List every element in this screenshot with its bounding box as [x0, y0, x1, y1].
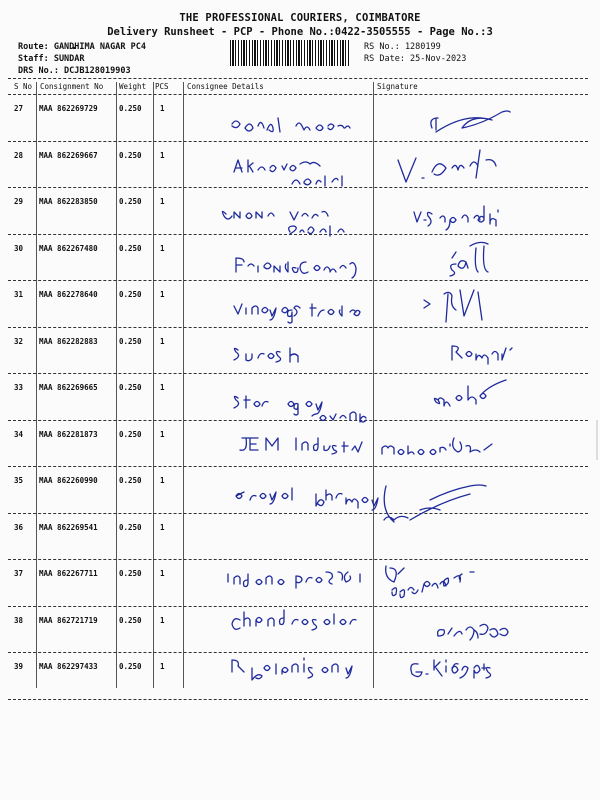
route-label: Route: GANDHIMA NAGAR PC4 [18, 42, 146, 52]
row-consignment-no: MAA 862260990 [39, 476, 98, 485]
row-sno: 33 [14, 383, 24, 392]
row-consignment-no: MAA 862282883 [39, 336, 98, 346]
row-consignment-no: MAA 862281873 [39, 429, 98, 439]
row-pcs: 1 [160, 615, 165, 625]
handwriting-consignee [240, 438, 362, 454]
handwriting-consignee [222, 211, 344, 236]
row-weight: 0.250 [119, 615, 142, 625]
row-pcs: 1 [160, 383, 165, 392]
row-consignment-no: MAA 862283850 [39, 197, 98, 206]
row-consignment-no: MAA 862267711 [39, 569, 98, 578]
row-pcs: 1 [160, 476, 165, 485]
staff-label: Staff: SUNDAR [18, 54, 85, 64]
row-weight: 0.250 [119, 290, 142, 299]
row-consignment-no: MAA 862297433 [39, 662, 98, 671]
row-weight: 0.250 [119, 383, 142, 392]
handwriting-signature [452, 346, 512, 364]
row-sno: 38 [14, 615, 24, 625]
row-sno: 37 [14, 569, 24, 578]
handwriting-consignee [232, 610, 356, 630]
handwriting-consignee [228, 572, 360, 588]
col-pcs-header: PCS [155, 82, 169, 91]
row-sno: 32 [14, 336, 24, 346]
row-weight: 0.250 [119, 476, 142, 485]
handwriting-signature [382, 438, 492, 455]
handwriting-consignee [234, 348, 298, 362]
row-weight: 0.250 [119, 662, 142, 671]
row-weight: 0.250 [119, 336, 142, 346]
row-consignment-no: MAA 862267480 [39, 243, 98, 253]
row-pcs: 1 [160, 522, 165, 532]
runsheet-subtitle: Delivery Runsheet - PCP - Phone No.:0422-3505555 - Page No.:3 [107, 26, 493, 38]
row-pcs: 1 [160, 569, 165, 578]
row-sno: 28 [14, 150, 24, 160]
handwriting-consignee [236, 258, 356, 278]
handwriting-consignee [236, 488, 378, 510]
row-consignment-no: MAA 862721719 [39, 615, 98, 625]
row-consignment-no: MAA 862269667 [39, 150, 98, 160]
company-title: THE PROFESSIONAL COURIERS, COIMBATORE [179, 12, 421, 24]
handwriting-consignee [232, 118, 350, 132]
handwriting-signature [438, 624, 508, 640]
handwriting-signature [386, 566, 474, 598]
handwriting-consignee [234, 304, 360, 323]
row-sno: 36 [14, 522, 24, 532]
col-consignee-header: Consignee Details [187, 82, 264, 91]
row-pcs: 1 [160, 336, 165, 346]
row-consignment-no: MAA 862269729 [39, 104, 98, 113]
col-sno-header: S No [14, 82, 33, 91]
handwriting-signature [424, 290, 482, 322]
handwriting-signature [431, 111, 510, 132]
handwriting-signature [414, 206, 498, 230]
row-consignment-no: MAA 862269541 [39, 522, 98, 532]
row-sno: 27 [14, 104, 24, 113]
row-consignment-no: MAA 862269665 [39, 383, 98, 392]
row-pcs: 1 [160, 104, 165, 113]
row-pcs: 1 [160, 290, 165, 299]
row-weight: 0.250 [119, 569, 142, 578]
col-consignment-header: Consignment No [40, 82, 104, 91]
row-sno: 30 [14, 243, 24, 253]
handwriting-signature [434, 380, 506, 406]
col-weight-header: Weight [119, 82, 147, 91]
row-consignment-no: MAA 862278640 [39, 290, 98, 299]
row-weight: 0.250 [119, 104, 142, 113]
handwriting-signature [384, 485, 486, 522]
row-pcs: 1 [160, 429, 165, 439]
row-weight: 0.250 [119, 150, 142, 160]
handwriting-consignee [232, 658, 352, 680]
handwriting-signature [450, 242, 488, 276]
row-pcs: 1 [160, 150, 165, 160]
handwriting-consignee [234, 396, 366, 422]
rs-date: RS Date: 25-Nov-2023 [364, 54, 467, 64]
row-sno: 31 [14, 290, 24, 299]
row-sno: 35 [14, 476, 24, 485]
row-sno: 34 [14, 429, 24, 439]
row-weight: 0.250 [119, 522, 142, 532]
row-weight: 0.250 [119, 243, 142, 253]
handwriting-signature [398, 150, 496, 182]
row-weight: 0.250 [119, 197, 142, 206]
row-sno: 39 [14, 662, 24, 671]
col-signature-header: Signature [377, 82, 418, 91]
drs-label: DRS No.: DCJB128019903 [18, 66, 131, 76]
handwriting-consignee [234, 160, 342, 186]
row-pcs: 1 [160, 243, 165, 253]
row-weight: 0.250 [119, 429, 142, 439]
handwriting-signature [411, 660, 491, 678]
row-pcs: 1 [160, 662, 165, 671]
row-sno: 29 [14, 197, 24, 206]
rs-number: RS No.: 1280199 [364, 42, 441, 52]
row-pcs: 1 [160, 197, 165, 206]
